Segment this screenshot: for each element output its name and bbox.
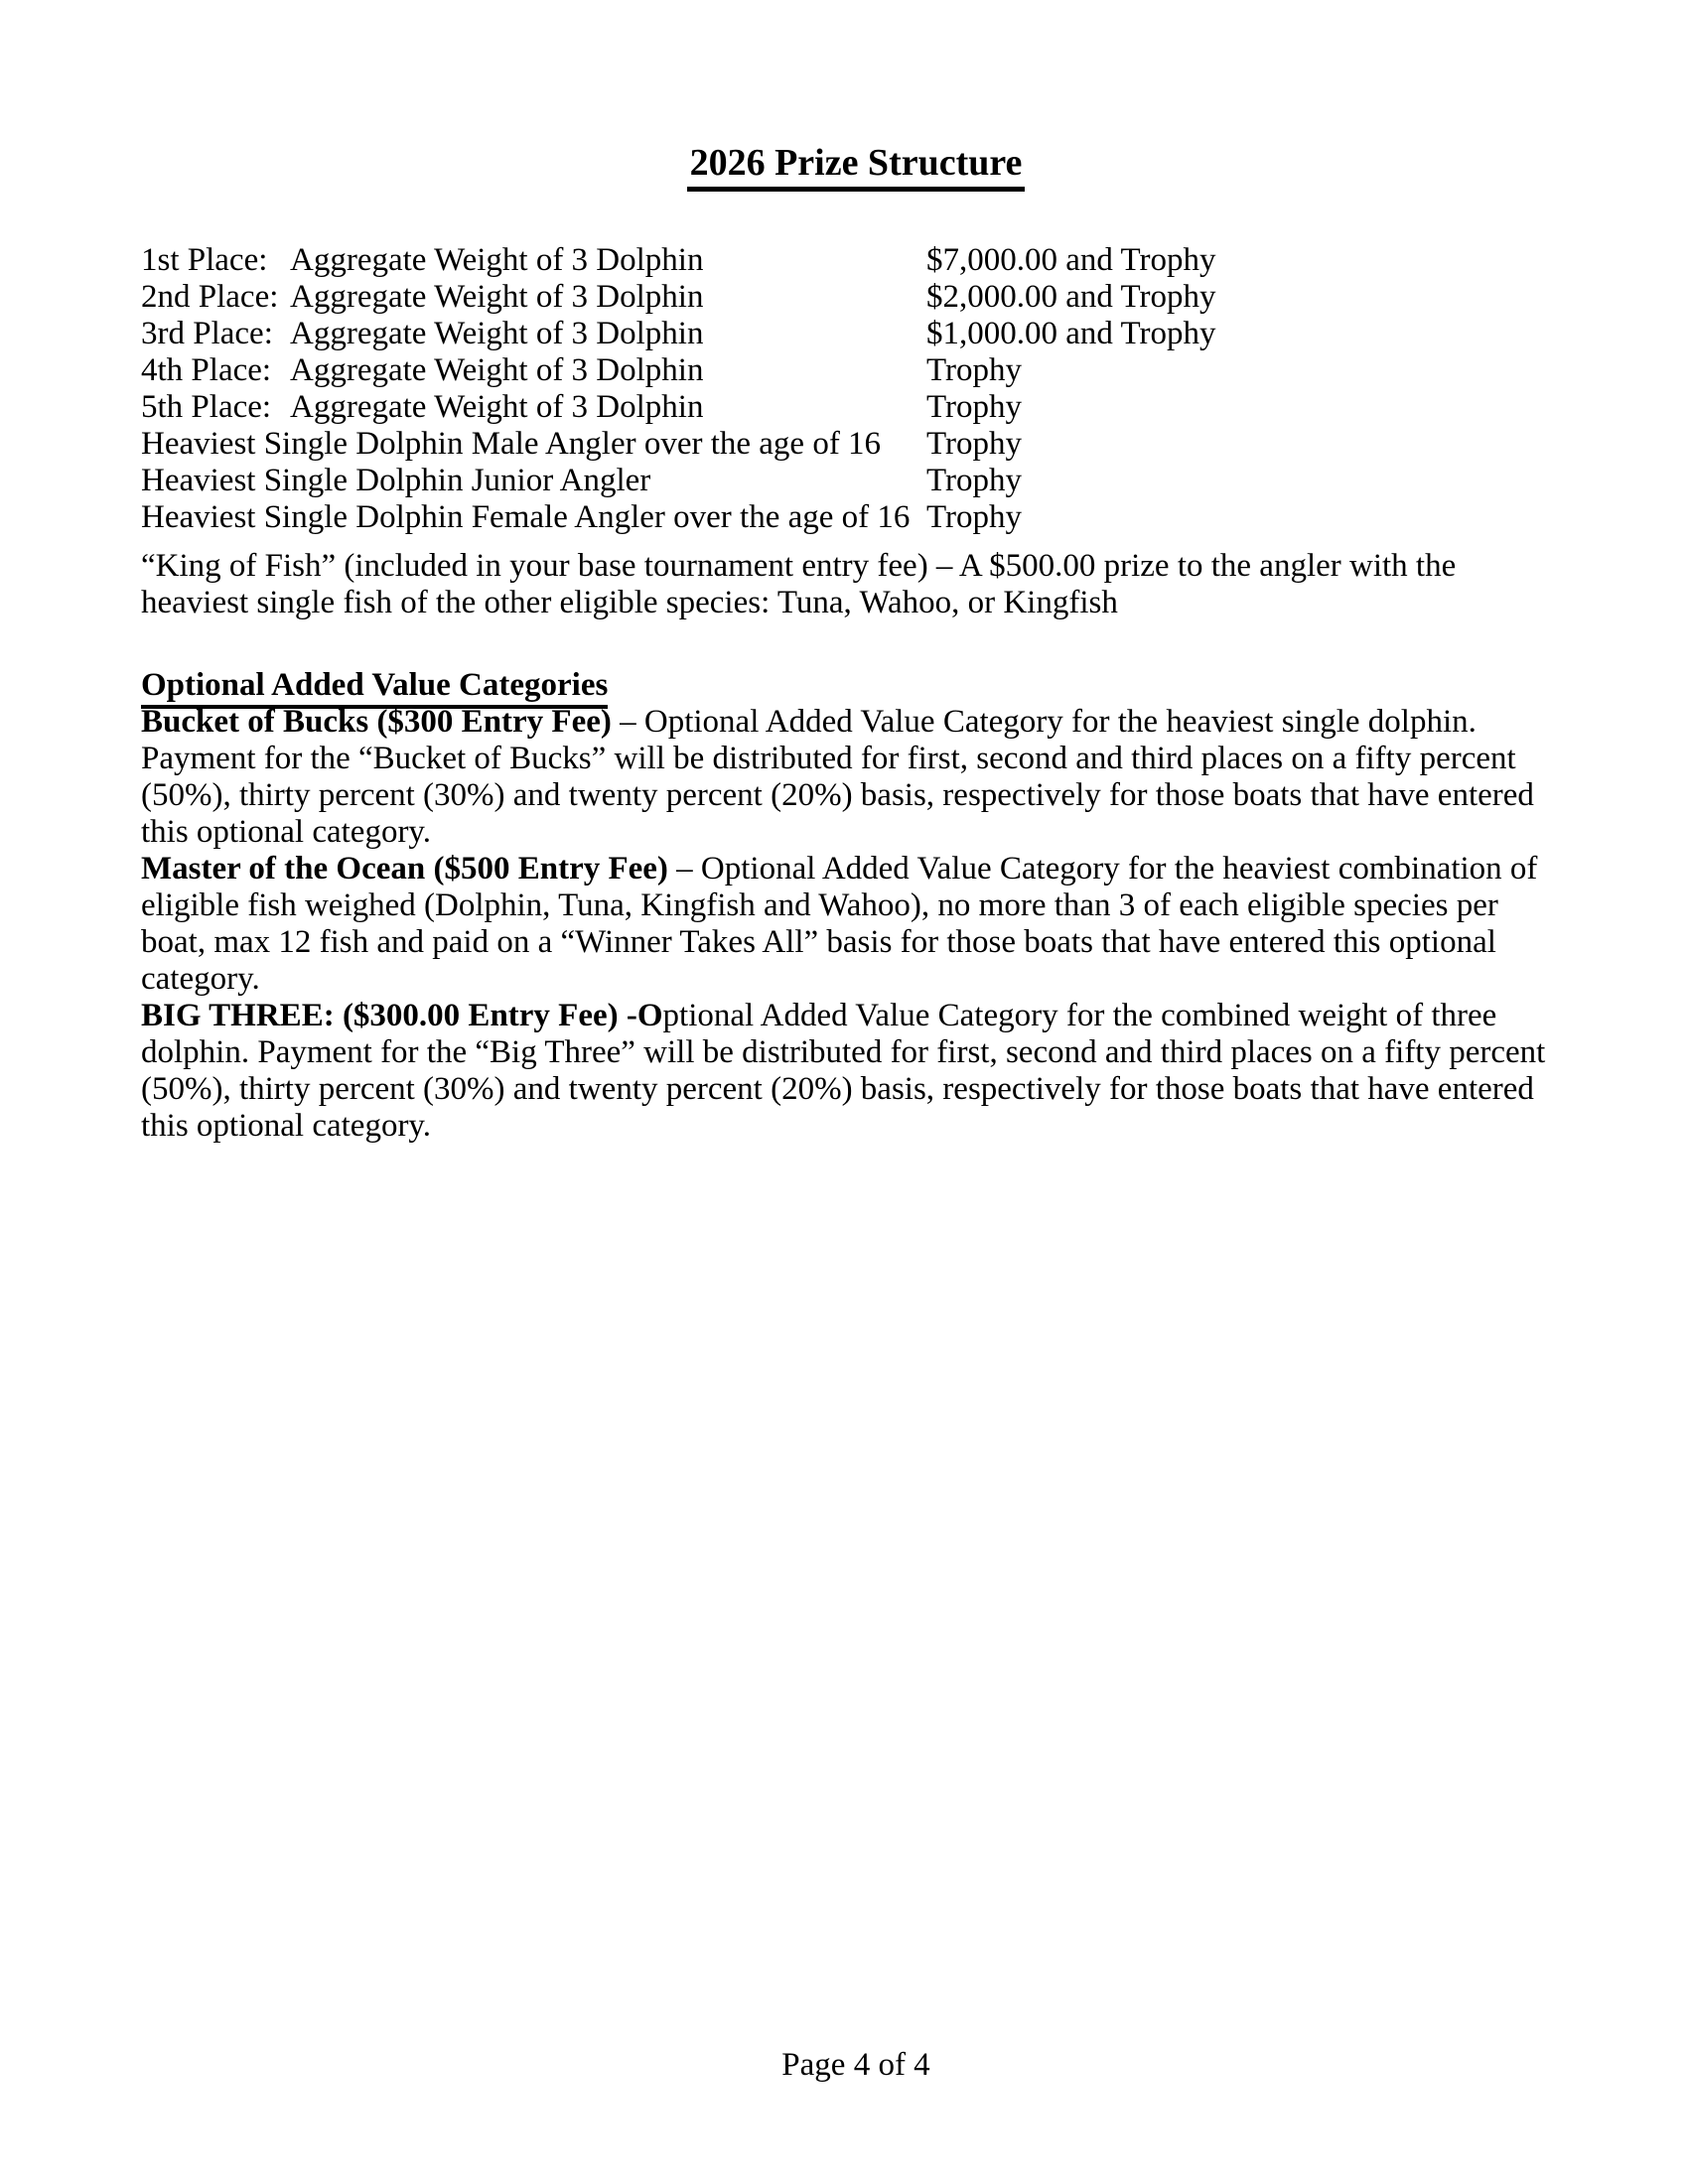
king-of-fish-note: “King of Fish” (included in your base tournament entry fee) – A $500.00 prize to the angler with the heaviest single fish of the other eligible species: Tuna, Wahoo, or Kingfish xyxy=(141,548,1457,620)
place-label: 3rd Place: xyxy=(141,316,273,351)
page-number: Page 4 of 4 xyxy=(781,2047,930,2083)
prize-award: Trophy xyxy=(926,426,1022,462)
prize-award: Trophy xyxy=(926,463,1022,498)
page-title xyxy=(141,141,1571,192)
place-label: 4th Place: xyxy=(141,352,272,388)
prize-award: Trophy xyxy=(926,389,1022,425)
prize-row-heaviest-female xyxy=(141,499,1571,536)
prize-description: Heaviest Single Dolphin Junior Angler xyxy=(141,463,651,498)
prize-structure-list xyxy=(141,242,1571,621)
category-big-three xyxy=(141,998,1563,1145)
prize-award: Trophy xyxy=(926,352,1022,388)
prize-description: Heaviest Single Dolphin Male Angler over the age of 16 xyxy=(141,426,882,462)
prize-row-3rd-place xyxy=(141,316,1571,352)
prize-description: Aggregate Weight of 3 Dolphin xyxy=(290,242,704,278)
place-label: 1st Place: xyxy=(141,242,268,278)
category-body-text: ptional Added Value Category for the combined weight of three dolphin. Payment for the “Big Three” will be distributed for first, second and third places on a fifty percent (50%), thirty percent (30%) and twenty percent (20%) basis, respectively for those boats that have entered this optional category. xyxy=(141,998,1546,1144)
prize-row-heaviest-junior xyxy=(141,463,1571,499)
section-heading xyxy=(141,667,1563,704)
prize-row-5th-place xyxy=(141,389,1571,426)
category-body-text: – Optional Added Value Category for the heaviest combination of eligible fish weighed (Dolphin, Tuna, Kingfish and Wahoo), no more than 3 of each eligible species per boat, max 12 fish and paid on a “Winner Takes All” basis for those boats that have entered this optional category. xyxy=(141,851,1538,997)
section-heading-text: Optional Added Value Categories xyxy=(141,667,608,709)
prize-row-4th-place xyxy=(141,352,1571,389)
prize-row-1st-place xyxy=(141,242,1571,279)
place-label: 2nd Place: xyxy=(141,279,279,315)
prize-award: $2,000.00 and Trophy xyxy=(926,279,1216,315)
category-bold-lead: Bucket of Bucks ($300 Entry Fee) xyxy=(141,704,612,740)
prize-description: Aggregate Weight of 3 Dolphin xyxy=(290,389,704,425)
prize-description: Heaviest Single Dolphin Female Angler over the age of 16 xyxy=(141,499,911,535)
prize-row-2nd-place xyxy=(141,279,1571,316)
category-body-text: – Optional Added Value Category for the heaviest single dolphin. Payment for the “Bucket of Bucks” will be distributed for first, second and third places on a fifty percent (50%), thirty percent (30%) and twenty percent (20%) basis, respectively for those boats that have entered this optional category. xyxy=(141,704,1534,850)
category-bold-lead: BIG THREE: ($300.00 Entry Fee) -O xyxy=(141,998,663,1033)
prize-row-heaviest-male xyxy=(141,426,1571,463)
prize-description: Aggregate Weight of 3 Dolphin xyxy=(290,279,704,315)
prize-description: Aggregate Weight of 3 Dolphin xyxy=(290,316,704,351)
prize-award: $7,000.00 and Trophy xyxy=(926,242,1216,278)
place-label: 5th Place: xyxy=(141,389,272,425)
category-master-of-the-ocean xyxy=(141,851,1563,998)
prize-award: $1,000.00 and Trophy xyxy=(926,316,1216,351)
prize-description: Aggregate Weight of 3 Dolphin xyxy=(290,352,704,388)
category-bold-lead: Master of the Ocean ($500 Entry Fee) xyxy=(141,851,668,887)
prize-award: Trophy xyxy=(926,499,1022,535)
optional-categories-section xyxy=(141,667,1563,1145)
category-bucket-of-bucks xyxy=(141,704,1563,851)
page-title-text: 2026 Prize Structure xyxy=(687,141,1026,192)
